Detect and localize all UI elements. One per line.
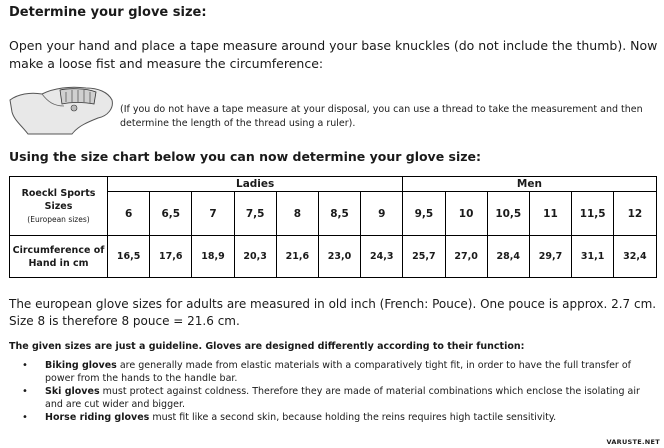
size-cell: 7: [192, 192, 234, 236]
circumference-cell: 29,7: [529, 236, 571, 278]
chart-heading: Using the size chart below you can now determine your glove size:: [9, 149, 482, 164]
circumference-cell: 28,4: [487, 236, 529, 278]
thread-note: (If you do not have a tape measure at your disposal, you can use a thread to take the measurement and then determine the length of the thread using a ruler).: [120, 104, 643, 129]
bullet-icon: •: [22, 412, 28, 423]
bullet-icon: •: [22, 360, 28, 371]
size-chart-table: [9, 176, 657, 278]
circumference-cell: 27,0: [445, 236, 487, 278]
watermark: VARUSTE.NET: [606, 438, 660, 446]
circumference-cell: 20,3: [234, 236, 276, 278]
list-item: • Horse riding gloves must fit like a second skin, because holding the reins requires high tactile sensitivity.: [22, 412, 557, 423]
list-item: • Ski gloves must protect against coldness. Therefore they are made of material combinations which enclose the isolating air and are cut wider and bigger.: [22, 386, 640, 410]
circumference-cell: 31,1: [572, 236, 614, 278]
circumference-cell: 24,3: [361, 236, 403, 278]
circumference-cell: 16,5: [108, 236, 150, 278]
men-group-header: Men: [403, 177, 656, 192]
size-cell: 12: [614, 192, 656, 236]
size-cell: 7,5: [234, 192, 276, 236]
circumference-cell: 23,0: [318, 236, 360, 278]
circumference-cell: 25,7: [403, 236, 445, 278]
list-item: • Biking gloves are generally made from elastic materials with a comparatively tight fit, in order to have the full transfer of power from the hands to the handle bar.: [22, 360, 631, 384]
glove-type-list: [0, 359, 650, 424]
guideline-heading: The given sizes are just a guideline. Gloves are designed differently according to their function:: [9, 341, 525, 352]
size-cell: 11: [529, 192, 571, 236]
circumference-label-cell: Circumference of Hand in cm: [10, 236, 108, 278]
brand-header-cell: Roeckl Sports Sizes (European sizes): [10, 177, 108, 236]
page-title: Determine your glove size:: [9, 5, 207, 20]
circumference-cell: 21,6: [276, 236, 318, 278]
circumference-cell: 18,9: [192, 236, 234, 278]
hand-measure-icon: [8, 80, 118, 140]
size-cell: 8: [276, 192, 318, 236]
size-cell: 6: [108, 192, 150, 236]
ladies-group-header: Ladies: [108, 177, 403, 192]
intro-text: Open your hand and place a tape measure around your base knuckles (do not include the thumb). Now make a loose fist and measure the circumference:: [9, 38, 658, 71]
pouce-explanation: The european glove sizes for adults are measured in old inch (French: Pouce). One pouce is approx. 2.7 cm. Size 8 is therefore 8 pouce = 21.6 cm.: [9, 297, 657, 328]
size-cell: 10,5: [487, 192, 529, 236]
size-cell: 11,5: [572, 192, 614, 236]
circumference-cell: 32,4: [614, 236, 656, 278]
size-cell: 10: [445, 192, 487, 236]
bullet-icon: •: [22, 386, 28, 397]
circumference-cell: 17,6: [150, 236, 192, 278]
size-cell: 9: [361, 192, 403, 236]
size-cell: 9,5: [403, 192, 445, 236]
size-cell: 8,5: [318, 192, 360, 236]
size-cell: 6,5: [150, 192, 192, 236]
